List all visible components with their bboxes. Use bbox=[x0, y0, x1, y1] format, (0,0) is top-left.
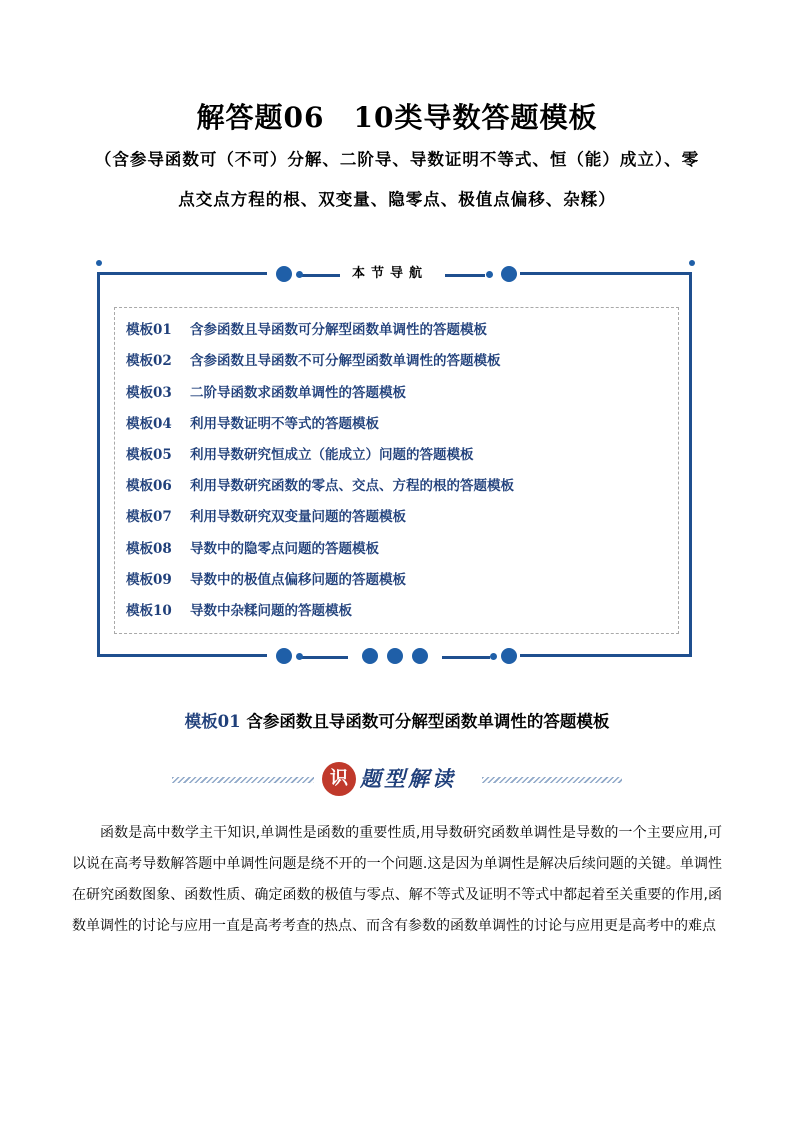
corner-dot-icon bbox=[689, 260, 695, 266]
nav-item-label: 利用导数研究恒成立（能成立）问题的答题模板 bbox=[190, 447, 474, 463]
ornament-dot-icon bbox=[486, 271, 493, 278]
ornament-dot-icon bbox=[412, 648, 428, 664]
nav-frame-top-right-line bbox=[520, 272, 692, 275]
nav-item-label: 含参函数且导函数不可分解型函数单调性的答题模板 bbox=[190, 353, 501, 369]
ornament-dot-icon bbox=[362, 648, 378, 664]
page-subtitle-line2: 点交点方程的根、双变量、隐零点、极值点偏移、杂糅） bbox=[178, 190, 616, 209]
nav-item-label: 利用导数证明不等式的答题模板 bbox=[190, 416, 379, 432]
nav-item-code: 模板08 bbox=[126, 541, 172, 557]
ornament-dot-icon bbox=[501, 266, 517, 282]
nav-item-code: 模板09 bbox=[126, 572, 172, 588]
banner-title: 题型解读 bbox=[360, 766, 456, 791]
nav-item-10[interactable] bbox=[126, 599, 352, 619]
nav-item-04[interactable] bbox=[126, 412, 379, 432]
nav-item-08[interactable] bbox=[126, 537, 379, 557]
section-heading bbox=[0, 708, 794, 732]
page-title: 解答题06 10类导数答题模板 bbox=[196, 101, 598, 134]
nav-frame-top-left-line bbox=[97, 272, 267, 275]
nav-item-code: 模板05 bbox=[126, 447, 172, 463]
nav-item-code: 模板10 bbox=[126, 603, 172, 619]
nav-frame-top-ornament-right bbox=[445, 274, 485, 277]
nav-item-label: 导数中的极值点偏移问题的答题模板 bbox=[190, 572, 406, 588]
page-subtitle-line1: （含参导函数可（不可）分解、二阶导、导数证明不等式、恒（能）成立）、零 bbox=[94, 150, 700, 169]
nav-frame-bottom-ornament-left bbox=[300, 656, 348, 659]
nav-item-label: 导数中杂糅问题的答题模板 bbox=[190, 603, 352, 619]
nav-item-label: 导数中的隐零点问题的答题模板 bbox=[190, 541, 379, 557]
nav-item-code: 模板02 bbox=[126, 353, 172, 369]
ornament-dot-icon bbox=[276, 648, 292, 664]
nav-item-label: 含参函数且导函数可分解型函数单调性的答题模板 bbox=[190, 322, 487, 338]
nav-item-03[interactable] bbox=[126, 381, 406, 401]
ornament-dot-icon bbox=[490, 653, 497, 660]
corner-dot-icon bbox=[96, 260, 102, 266]
nav-item-label: 二阶导函数求函数单调性的答题模板 bbox=[190, 385, 406, 401]
nav-title: 本节导航 bbox=[351, 266, 428, 281]
nav-item-label: 利用导数研究函数的零点、交点、方程的根的答题模板 bbox=[190, 478, 514, 494]
nav-item-code: 模板07 bbox=[126, 509, 172, 525]
nav-item-07[interactable] bbox=[126, 505, 406, 525]
nav-item-code: 模板06 bbox=[126, 478, 172, 494]
nav-item-code: 模板01 bbox=[126, 322, 172, 338]
banner-right-hatch bbox=[482, 777, 622, 783]
nav-item-code: 模板04 bbox=[126, 416, 172, 432]
ornament-dot-icon bbox=[296, 653, 303, 660]
nav-item-06[interactable] bbox=[126, 474, 514, 494]
banner-left-hatch bbox=[172, 777, 314, 783]
ornament-dot-icon bbox=[276, 266, 292, 282]
nav-frame-bottom-left-line bbox=[97, 654, 267, 657]
nav-item-02[interactable] bbox=[126, 349, 501, 369]
intro-paragraph: 函数是高中数学主干知识,单调性是函数的重要性质,用导数研究函数单调性是导数的一个主要应用,可以说在高考导数解答题中单调性问题是绕不开的一个问题.这是因为单调性是解决后续问题的关键。单调性在研究函数图象、函数性质、确定函数的极值与零点、解不等式及证明不等式中都起着至关重要的作用,函数单调性的讨论与应用一直是高考考查的热点、而含有参数的函数单调性的讨论与应用更是高考中的难点 bbox=[72, 825, 722, 934]
section-heading-code: 模板01 bbox=[184, 712, 241, 731]
ornament-dot-icon bbox=[296, 271, 303, 278]
nav-item-code: 模板03 bbox=[126, 385, 172, 401]
nav-item-09[interactable] bbox=[126, 568, 406, 588]
ornament-dot-icon bbox=[387, 648, 403, 664]
nav-item-01[interactable] bbox=[126, 318, 487, 338]
nav-frame-bottom-right-line bbox=[520, 654, 692, 657]
banner-badge-icon: 识 bbox=[322, 762, 356, 796]
nav-item-label: 利用导数研究双变量问题的答题模板 bbox=[190, 509, 406, 525]
nav-frame-bottom-ornament-right bbox=[442, 656, 490, 659]
section-heading-label: 含参函数且导函数可分解型函数单调性的答题模板 bbox=[246, 712, 610, 731]
nav-item-05[interactable] bbox=[126, 443, 474, 463]
ornament-dot-icon bbox=[501, 648, 517, 664]
